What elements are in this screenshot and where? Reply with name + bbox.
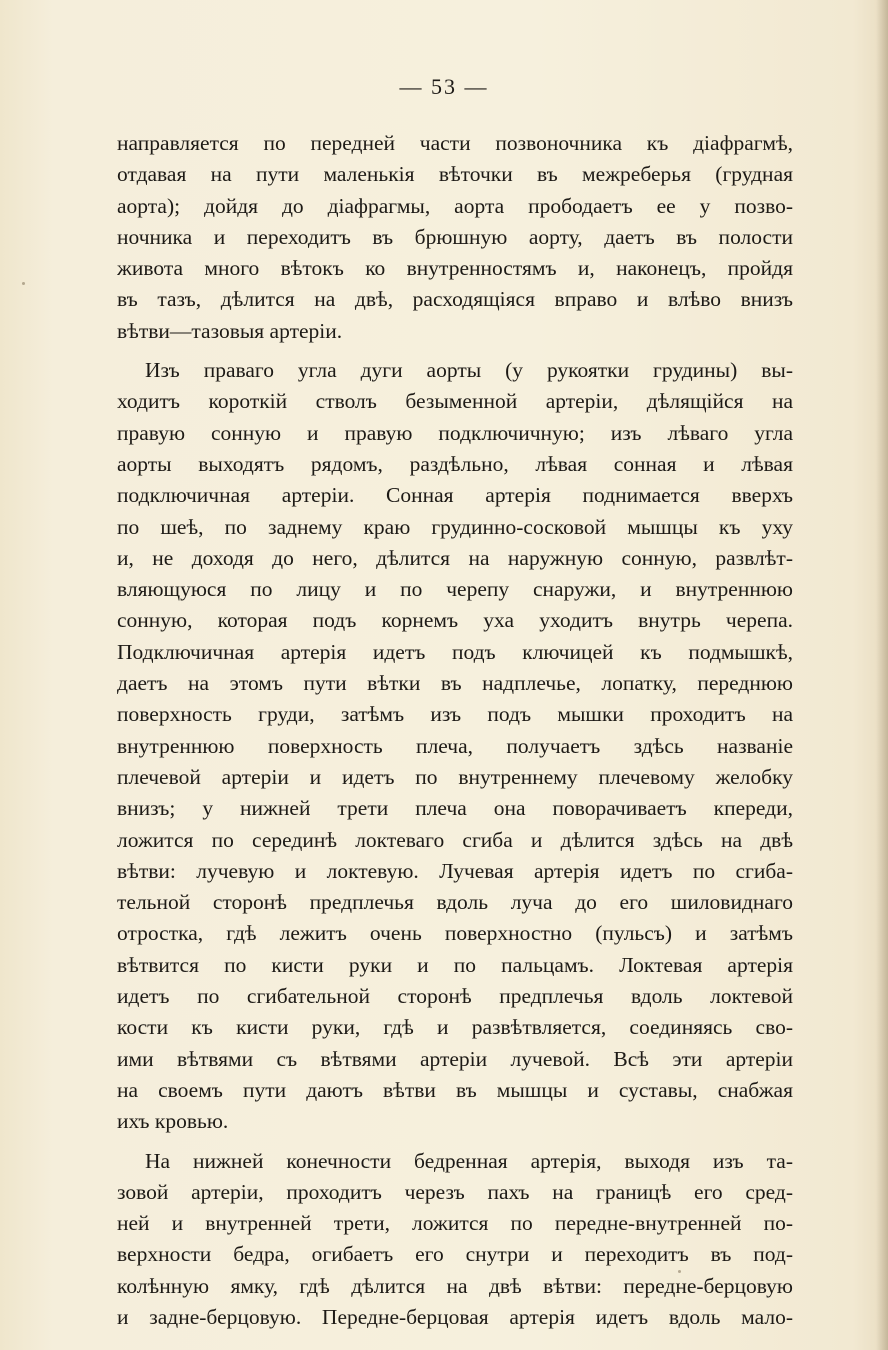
text-line: На нижней конечности бедренная артерія, выходя изъ та- (145, 1148, 793, 1173)
text-line: сонную, которая подъ корнемъ уха уходитъ внутрь черепа. (117, 608, 793, 633)
text-line: поверхность груди, затѣмъ изъ подъ мышки проходитъ на (117, 702, 793, 727)
text-line: плечевой артеріи и идетъ по внутреннему плечевому желобку (117, 764, 793, 789)
paragraph (117, 128, 793, 347)
text-line: аорта); дойдя до діафрагмы, аорта прободаетъ ее у позво- (117, 193, 793, 218)
text-line: идетъ по сгибательной сторонѣ предплечья вдоль локтевой (117, 984, 793, 1009)
text-line: въ тазъ, дѣлится на двѣ, расходящіяся вправо и влѣво внизъ (117, 287, 793, 312)
paper-speck (22, 282, 25, 285)
text-line: ней и внутренней трети, ложится по передне-внутренней по- (117, 1211, 793, 1236)
text-line: верхности бедра, огибаетъ его снутри и переходитъ въ под- (117, 1242, 793, 1267)
paragraph (117, 355, 793, 1137)
paragraph-gap (117, 1138, 793, 1146)
text-line: внутреннюю поверхность плеча, получаетъ здѣсь названіе (117, 733, 793, 758)
text-line: ими вѣтвями съ вѣтвями артеріи лучевой. Всѣ эти артеріи (117, 1046, 793, 1071)
text-line: вляющуюся по лицу и по черепу снаружи, и внутреннюю (117, 577, 793, 602)
text-line: подключичная артеріи. Сонная артерія поднимается вверхъ (117, 483, 793, 508)
text-line: направляется по передней части позвоночника къ діафрагмѣ, (117, 131, 793, 155)
text-line: на своемъ пути даютъ вѣтви въ мышцы и суставы, снабжая (117, 1077, 793, 1102)
paragraph (117, 1146, 793, 1334)
page-edge-shadow (876, 0, 888, 1350)
text-line: отдавая на пути маленькія вѣточки въ межреберья (грудная (117, 162, 793, 187)
text-line: Изъ праваго угла дуги аорты (у рукоятки грудины) вы- (145, 358, 793, 383)
text-line: внизъ; у нижней трети плеча она поворачиваетъ кпереди, (117, 796, 793, 821)
text-line: отростка, гдѣ лежитъ очень поверхностно (пульсъ) и затѣмъ (117, 921, 793, 946)
text-line: аорты выходятъ рядомъ, раздѣльно, лѣвая сонная и лѣвая (117, 451, 793, 476)
text-line: кости къ кисти руки, гдѣ и развѣтвляется, соединяясь сво- (117, 1015, 793, 1040)
text-line: колѣнную ямку, гдѣ дѣлится на двѣ вѣтви: передне-берцовую (117, 1273, 793, 1298)
text-line: зовой артеріи, проходитъ черезъ пахъ на границѣ его сред- (117, 1179, 793, 1204)
text-line: вѣтви—тазовыя артеріи. (117, 318, 343, 343)
text-line: вѣтвится по кисти руки и по пальцамъ. Локтевая артерія (117, 952, 793, 977)
text-line: ночника и переходитъ въ брюшную аорту, даетъ въ полости (117, 224, 793, 249)
page-number: — 53 — (399, 74, 489, 99)
text-line: и задне-берцовую. Передне-берцовая артерія идетъ вдоль мало- (117, 1304, 793, 1329)
text-line: даетъ на этомъ пути вѣтки въ надплечье, лопатку, переднюю (117, 671, 793, 696)
text-line: Подключичная артерія идетъ подъ ключицей къ подмышкѣ, (117, 639, 793, 664)
paragraph-gap (117, 347, 793, 355)
text-line: и, не доходя до него, дѣлится на наружную сонную, развлѣт- (117, 545, 793, 570)
text-line: ходитъ короткій стволъ безыменной артеріи, дѣлящійся на (117, 389, 793, 414)
text-line: по шеѣ, по заднему краю грудинно-сосковой мышцы къ уху (117, 514, 793, 539)
body-text (117, 128, 793, 1333)
text-line: живота много вѣтокъ ко внутренностямъ и, наконецъ, пройдя (117, 256, 793, 281)
text-line: тельной сторонѣ предплечья вдоль луча до его шиловиднаго (117, 890, 793, 915)
text-line: ложится по серединѣ локтеваго сгиба и дѣлится здѣсь на двѣ (117, 827, 793, 852)
text-line: правую сонную и правую подключичную; изъ лѣваго угла (117, 420, 793, 445)
text-line: вѣтви: лучевую и локтевую. Лучевая артерія идетъ по сгиба- (117, 858, 793, 883)
text-line: ихъ кровью. (117, 1109, 229, 1134)
